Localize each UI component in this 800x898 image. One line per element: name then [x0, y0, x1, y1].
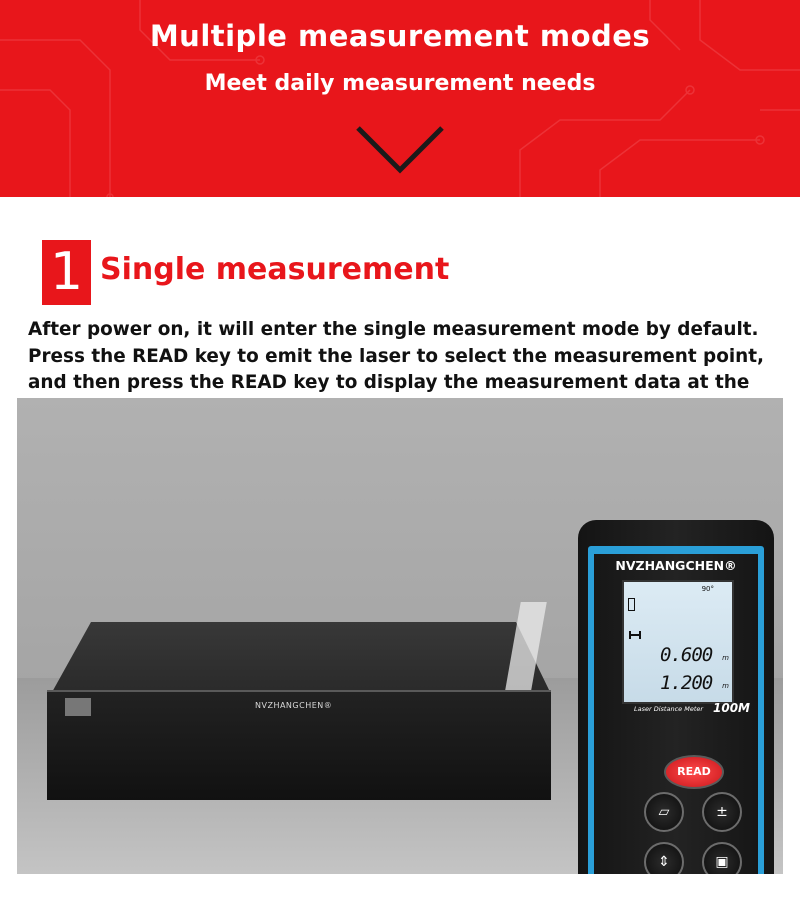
screen-reading-1: 0.600 [660, 644, 713, 666]
device-top-band [588, 546, 764, 554]
read-button: READ [664, 755, 724, 789]
section-number-badge: 1 [42, 240, 91, 305]
device-screen [622, 580, 734, 704]
box-brand-text: NVZHANGCHEN® [255, 701, 333, 710]
header-banner [0, 0, 800, 197]
banner-subtitle: Meet daily measurement needs [204, 71, 596, 96]
banner-title: Multiple measurement modes [149, 19, 651, 53]
device-model-range: 100M [713, 701, 750, 715]
screen-unit-1: m [722, 654, 729, 662]
add-subtract-icon: ± [702, 792, 742, 832]
device-trim-left [588, 550, 594, 874]
chevron-down-icon [354, 124, 446, 176]
screen-unit-2: m [722, 682, 729, 690]
laser-distance-meter [578, 520, 774, 874]
reference-icon: ⇕ [644, 842, 684, 874]
save-icon: ▣ [702, 842, 742, 874]
screen-angle: 90° [701, 585, 714, 593]
section-description: After power on, it will enter the single measurement mode by default. Press the READ key to emit the laser to select the measurement point, and then press the READ key to display the measurement data at the [28, 319, 765, 393]
product-photo [17, 398, 783, 874]
single-mode-icon [628, 598, 635, 611]
box-top [51, 622, 551, 694]
screen-reading-2: 1.200 [660, 672, 713, 694]
area-volume-icon: ▱ [644, 792, 684, 832]
device-model-text: Laser Distance Meter [634, 705, 704, 713]
device-brand: NVZHANGCHEN® [615, 558, 737, 573]
box-label [65, 698, 91, 716]
distance-bar-icon [629, 634, 641, 636]
device-trim-right [758, 550, 764, 874]
section-heading: Single measurement [100, 252, 450, 287]
